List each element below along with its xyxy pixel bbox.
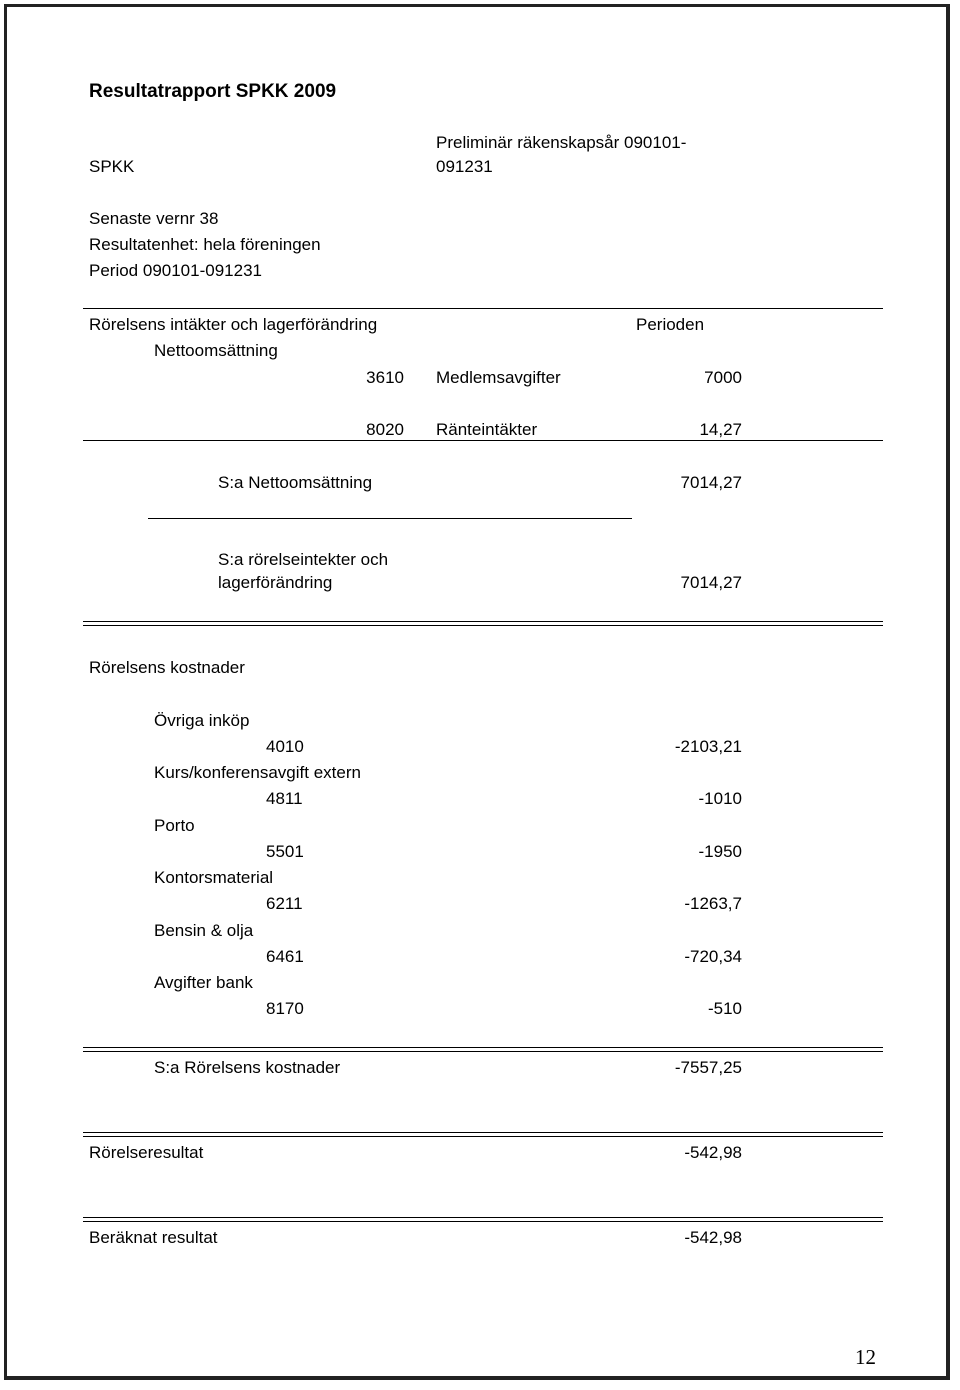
income-row-name: Medlemsavgifter [436, 368, 561, 387]
operating-result-value: -542,98 [684, 1143, 742, 1162]
org-name: SPKK [89, 157, 135, 176]
fiscal-year-line1: Preliminär räkenskapsår 090101- [436, 133, 687, 152]
costs-heading: Rörelsens kostnader [89, 658, 245, 677]
sum-nettoomsattning-value: 7014,27 [680, 473, 742, 492]
calculated-result-label: Beräknat resultat [89, 1228, 218, 1247]
double-rule-costs [83, 1047, 883, 1052]
cost-item-account: 6461 [266, 947, 304, 966]
income-row-amount: 14,27 [699, 420, 742, 439]
page-number: 12 [855, 1345, 876, 1369]
sum-nettoomsattning-label: S:a Nettoomsättning [218, 473, 373, 492]
double-rule-calculated [83, 1217, 883, 1222]
column-label-perioden: Perioden [636, 315, 705, 334]
income-row-account: 8020 [366, 420, 404, 439]
cost-item-amount: -1950 [698, 842, 742, 861]
cost-item-account: 5501 [266, 842, 304, 861]
cost-item-amount: -2103,21 [674, 737, 742, 756]
cost-item-amount: -1010 [698, 789, 742, 808]
period: Period 090101-091231 [89, 261, 262, 280]
operating-result-label: Rörelseresultat [89, 1143, 204, 1162]
sum-costs-value: -7557,25 [674, 1058, 742, 1077]
calculated-result-value: -542,98 [684, 1228, 742, 1247]
cost-item-account: 4811 [266, 789, 303, 808]
rule-subtotal [148, 518, 632, 519]
vernr: Senaste vernr 38 [89, 209, 219, 228]
total-income-label-line1: S:a rörelseintekter och [218, 550, 389, 569]
rule-income [83, 440, 883, 441]
cost-item-amount: -510 [707, 999, 742, 1018]
cost-item-name: Övriga inköp [154, 711, 250, 730]
total-income-label-line2: lagerförändring [218, 573, 333, 592]
income-row-amount: 7000 [704, 368, 742, 387]
income-row-account: 3610 [366, 368, 404, 387]
cost-item-amount: -1263,7 [684, 894, 742, 913]
cost-item-name: Porto [154, 816, 195, 835]
cost-item-name: Bensin & olja [154, 921, 254, 940]
income-row-name: Ränteintäkter [436, 420, 538, 439]
rule-top [83, 308, 883, 309]
cost-item-name: Avgifter bank [154, 973, 253, 992]
cost-item-name: Kontorsmaterial [154, 868, 274, 887]
sum-costs-label: S:a Rörelsens kostnader [154, 1058, 341, 1077]
total-income-value: 7014,27 [680, 573, 742, 592]
double-rule-operating [83, 1132, 883, 1137]
report-title: Resultatrapport SPKK 2009 [89, 81, 337, 102]
cost-item-account: 4010 [266, 737, 304, 756]
cost-item-name: Kurs/konferensavgift extern [154, 763, 361, 782]
fiscal-year-line2: 091231 [436, 157, 493, 176]
result-unit: Resultatenhet: hela föreningen [89, 235, 321, 254]
double-rule-income [83, 621, 883, 626]
cost-item-account: 6211 [266, 894, 303, 913]
cost-item-account: 8170 [266, 999, 304, 1018]
income-heading: Rörelsens intäkter och lagerförändring [89, 315, 378, 334]
group-nettoomsattning: Nettoomsättning [154, 341, 278, 360]
cost-item-amount: -720,34 [684, 947, 742, 966]
